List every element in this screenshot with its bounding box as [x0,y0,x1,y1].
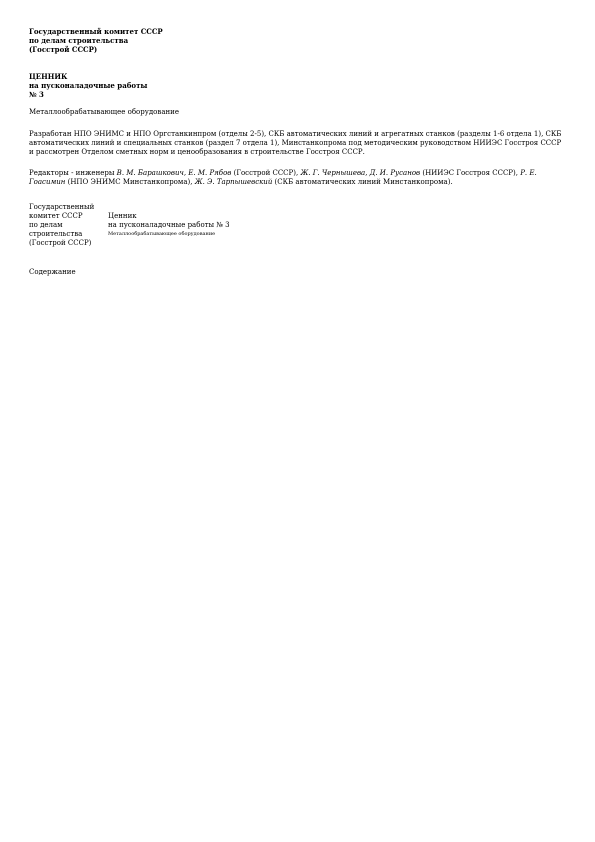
developers-text: Разработан НПО ЭНИМС и НПО Оргстанкинпром (отделы 2-5), СКБ автоматических линий и агрегатных станков (разделы 1-6 отдела 1), СКБ автоматических линий и специальных станков (раздел 7 отдела 1), Минстанкопрома под методическим руководством НИИЭС Госстроя СССР и рассмотрен Отделом сметных норм и ценообразования в строительстве Госстроя СССР. [29,130,562,156]
table-left-line-2: комитет СССР [29,212,83,220]
contents-heading [29,268,76,277]
table-left-line-1: Государственный [29,203,95,211]
title-line-1: ЦЕННИК [29,72,68,81]
editors-names-3: Р. Е. Гоасимин [29,169,537,186]
table-left-line-3: по делам [29,221,63,229]
developers-paragraph [29,130,569,157]
issuer-line-1: Государственный комитет СССР [29,27,163,36]
subtitle-text: Металлообрабатывающее оборудование [29,108,179,116]
table-right-title: Ценник [108,212,137,220]
table-left-line-4: строительства [29,230,83,238]
title-line-2: на пусконаладочные работы [29,81,148,90]
table-left-cell [29,203,108,248]
table-right-line-3: Металлообрабатывающее оборудование [108,231,216,237]
editors-text [29,169,564,187]
editors-names-4: Ж. Э. Тарпышевский [194,178,273,186]
editors-org-2: (НИИЭС Госстроя СССР), [420,169,521,177]
editors-prefix: Редакторы - инженеры [29,169,117,177]
title-table [29,203,230,248]
editors-org-3: (НПО ЭНИМС Минстанкопрома), [65,178,195,186]
issuer-line-3: (Госстрой СССР) [29,45,98,54]
contents-label: Содержание [29,268,76,276]
editors-names-1: В. М. Барашкович, Е. М. Рябов [116,169,232,177]
editors-paragraph [29,169,569,187]
editors-org-4: (СКБ автоматических линий Минстанкопрома). [272,178,453,186]
document-page [29,27,569,187]
editors-names-2: Ж. Г. Чернышева, Д. И. Русанов [300,169,421,177]
issuer-line-2: по делам строительства [29,36,129,45]
issuer-header [29,27,569,54]
editors-org-1: (Госстрой СССР), [231,169,301,177]
table-left-line-5: (Госстрой СССР) [29,239,92,247]
document-title [29,72,569,99]
table-right-line-2: на пусконаладочные работы № 3 [108,221,230,229]
document-subtitle [29,108,569,117]
title-line-3: № 3 [29,90,44,99]
table-right-cell [108,203,230,248]
